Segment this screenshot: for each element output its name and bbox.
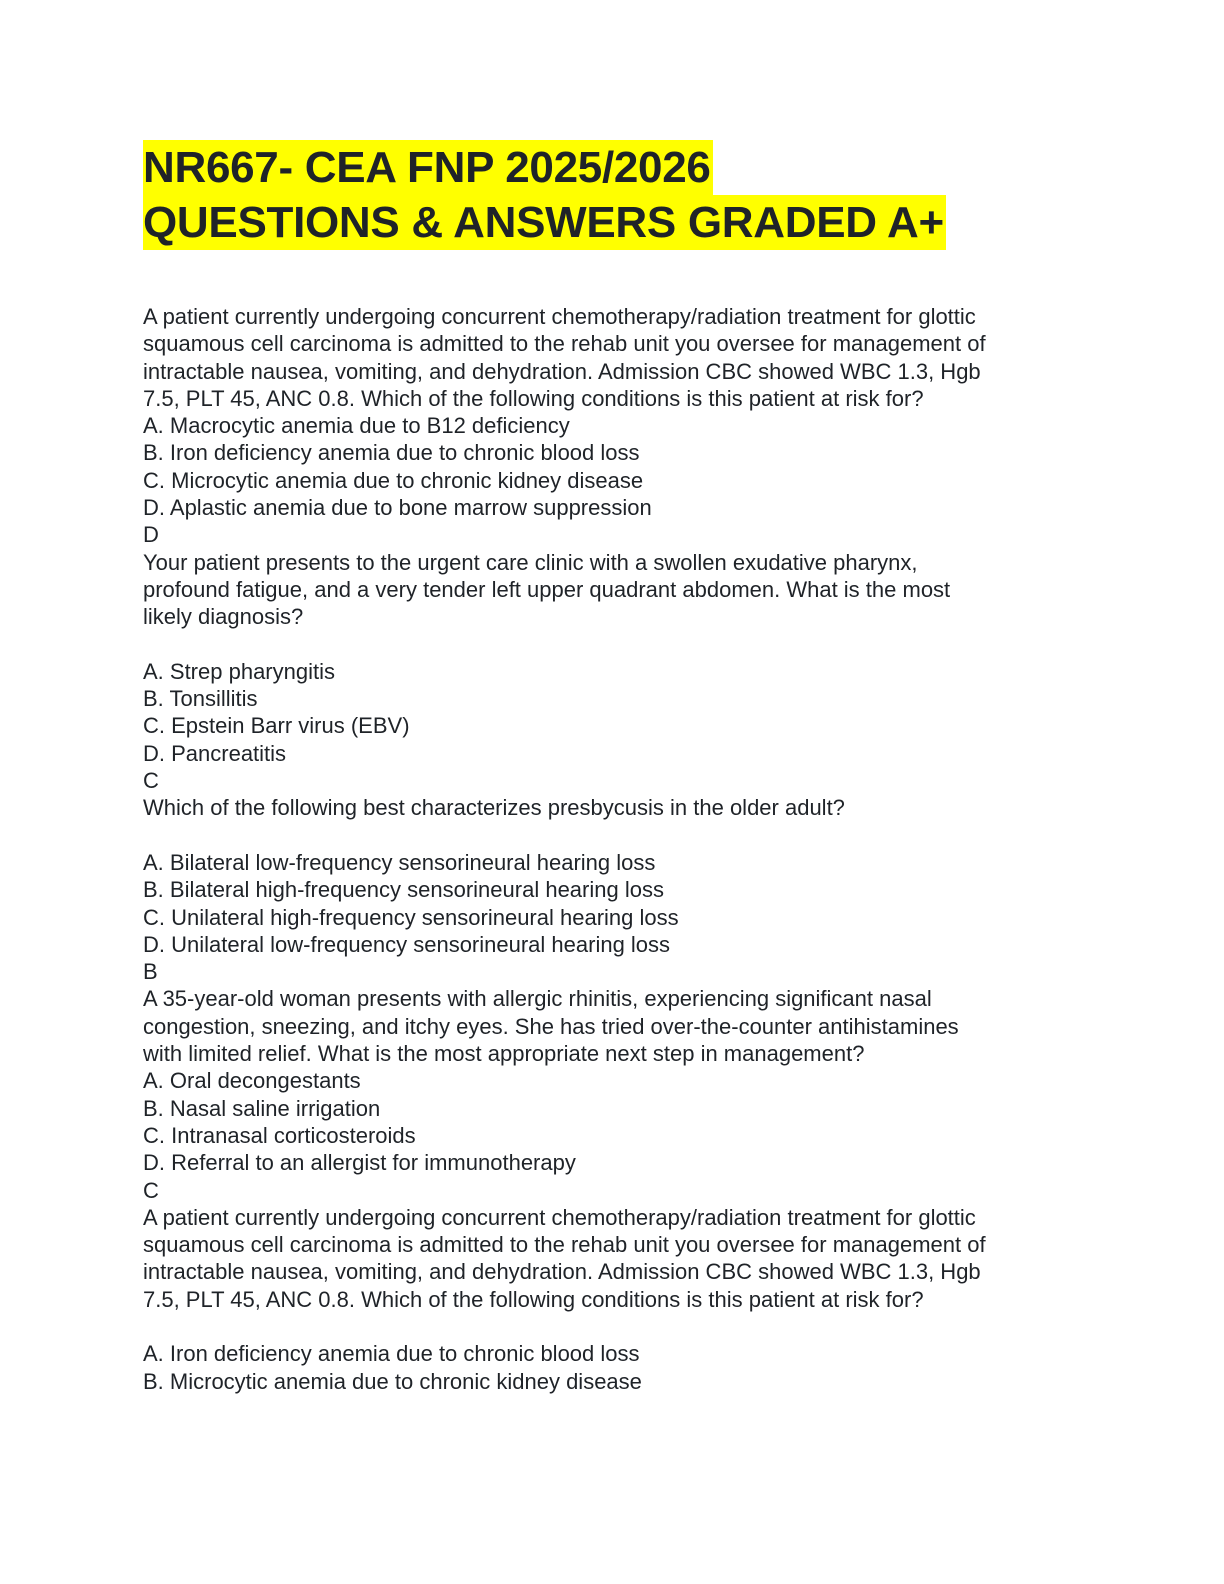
question-stem-line: A patient currently undergoing concurrent chemotherapy/radiation treatment for glottic [143, 1204, 976, 1230]
question-block [143, 794, 1083, 985]
answer-option: D. Unilateral low-frequency sensorineural hearing loss [143, 931, 671, 957]
answer-option: D. Referral to an allergist for immunotherapy [143, 1150, 576, 1176]
answer-option: B. Microcytic anemia due to chronic kidney disease [143, 1368, 642, 1394]
correct-answer: C [143, 1177, 159, 1203]
question-stem-line: profound fatigue, and a very tender left upper quadrant abdomen. What is the most [143, 576, 951, 602]
answer-option: D. Pancreatitis [143, 740, 287, 766]
answer-option: B. Iron deficiency anemia due to chronic blood loss [143, 440, 640, 466]
question-block [143, 985, 1083, 1203]
blank-line [143, 822, 1083, 849]
blank-line [143, 631, 1083, 658]
question-stem-line: A patient currently undergoing concurrent chemotherapy/radiation treatment for glottic [143, 304, 976, 329]
answer-option: C. Intranasal corticosteroids [143, 1122, 416, 1148]
question-stem-line: congestion, sneezing, and itchy eyes. She has tried over-the-counter antihistamines [143, 1013, 959, 1039]
question-stem-line: Your patient presents to the urgent care clinic with a swollen exudative pharynx, [143, 549, 918, 575]
answer-option: A. Bilateral low-frequency sensorineural hearing loss [143, 849, 656, 875]
blank-line [143, 1313, 1083, 1340]
question-block [143, 1204, 1083, 1395]
answer-option: C. Unilateral high-frequency sensorineural hearing loss [143, 904, 679, 930]
question-stem-line: with limited relief. What is the most appropriate next step in management? [143, 1041, 865, 1067]
questions-body [143, 303, 1083, 1395]
question-stem-line: intractable nausea, vomiting, and dehydration. Admission CBC showed WBC 1.3, Hgb [143, 358, 981, 384]
correct-answer: D [143, 522, 159, 548]
answer-option: B. Nasal saline irrigation [143, 1095, 381, 1121]
correct-answer: C [143, 768, 159, 794]
answer-option: A. Macrocytic anemia due to B12 deficiency [143, 413, 570, 439]
question-stem-line: A 35-year-old woman presents with allergic rhinitis, experiencing significant nasal [143, 986, 932, 1012]
document-title [143, 140, 1083, 250]
answer-option: A. Iron deficiency anemia due to chronic blood loss [143, 1341, 640, 1367]
question-block [143, 303, 1083, 549]
question-stem-line: likely diagnosis? [143, 604, 304, 630]
question-stem-line: squamous cell carcinoma is admitted to the rehab unit you oversee for management of [143, 331, 986, 357]
question-stem-line: Which of the following best characterizes presbycusis in the older adult? [143, 795, 845, 821]
answer-option: D. Aplastic anemia due to bone marrow suppression [143, 495, 652, 521]
question-block [143, 549, 1083, 795]
document-content [143, 140, 1083, 1395]
correct-answer: B [143, 959, 158, 985]
answer-option: B. Tonsillitis [143, 686, 258, 712]
answer-option: A. Oral decongestants [143, 1068, 361, 1094]
question-stem-line: 7.5, PLT 45, ANC 0.8. Which of the following conditions is this patient at risk for? [143, 385, 924, 411]
answer-option: B. Bilateral high-frequency sensorineural hearing loss [143, 877, 664, 903]
title-line-1: NR667- CEA FNP 2025/2026 [143, 140, 713, 195]
answer-option: A. Strep pharyngitis [143, 658, 335, 684]
answer-option: C. Epstein Barr virus (EBV) [143, 713, 410, 739]
question-stem-line: 7.5, PLT 45, ANC 0.8. Which of the following conditions is this patient at risk for? [143, 1286, 924, 1312]
question-stem-line: intractable nausea, vomiting, and dehydration. Admission CBC showed WBC 1.3, Hgb [143, 1259, 981, 1285]
answer-option: C. Microcytic anemia due to chronic kidney disease [143, 467, 644, 493]
question-stem-line: squamous cell carcinoma is admitted to the rehab unit you oversee for management of [143, 1232, 986, 1258]
title-line-2: QUESTIONS & ANSWERS GRADED A+ [143, 195, 946, 250]
